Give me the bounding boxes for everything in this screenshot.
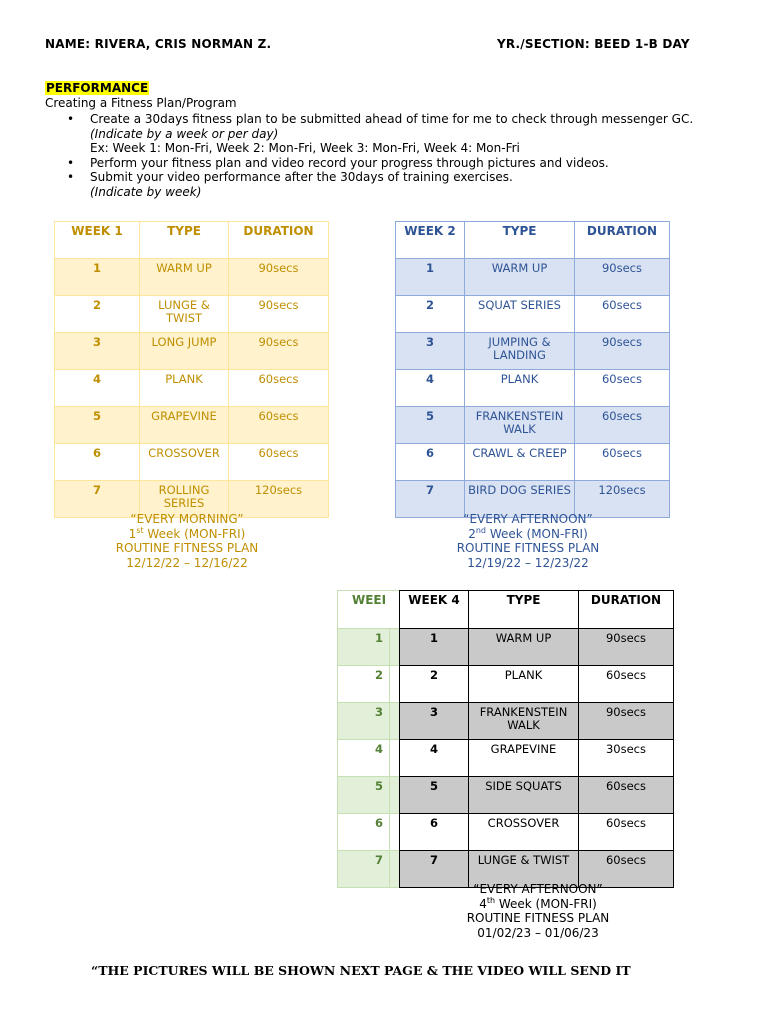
week2-table — [395, 221, 670, 518]
day-cell: 3 — [338, 703, 390, 740]
performance-label: PERFORMANCE — [46, 81, 149, 95]
day-cell: 4 — [338, 740, 390, 777]
day-cell: 2 — [55, 296, 140, 333]
duration-cell: 120secs — [575, 481, 670, 518]
caption-line — [395, 527, 661, 542]
duration-cell: 60secs — [575, 370, 670, 407]
table-row — [55, 259, 329, 296]
instruction-note: (Indicate by a week or per day) — [90, 126, 279, 141]
duration-cell: 90secs — [579, 629, 674, 666]
bullet-icon: • — [67, 170, 75, 184]
week4-header-week: WEEK 4 — [400, 591, 469, 629]
week4-table — [399, 590, 674, 888]
table-row — [400, 777, 674, 814]
day-cell: 2 — [400, 666, 469, 703]
caption-dates: 01/02/23 – 01/06/23 — [477, 925, 599, 940]
table-row — [55, 444, 329, 481]
duration-cell: 60secs — [229, 444, 329, 481]
week3-header: WEEI — [338, 591, 458, 629]
day-cell: 1 — [400, 629, 469, 666]
instruction-example: Ex: Week 1: Mon-Fri, Week 2: Mon-Fri, Week 3: Mon-Fri, Week 4: Mon-Fri — [90, 141, 520, 155]
bullet-icon: • — [67, 155, 75, 170]
duration-cell: 60secs — [229, 407, 329, 444]
day-cell: 5 — [400, 777, 469, 814]
week2-caption — [395, 512, 661, 570]
type-cell: ROLLING SERIES — [140, 481, 229, 518]
day-cell: 2 — [396, 296, 465, 333]
ordinal-suffix: st — [136, 525, 144, 535]
week1-header-type: TYPE — [140, 222, 229, 259]
day-cell: 4 — [400, 740, 469, 777]
duration-cell: 60secs — [229, 370, 329, 407]
caption-line — [54, 527, 320, 542]
table-row — [400, 740, 674, 777]
type-cell: PLANK — [465, 370, 575, 407]
type-cell: SQUAT SERIES — [465, 296, 575, 333]
bullet-icon: • — [67, 112, 75, 126]
table-row — [396, 296, 670, 333]
ordinal-number: 2 — [468, 526, 476, 541]
student-name: NAME: RIVERA, CRIS NORMAN Z. — [45, 37, 272, 51]
footer-note: “THE PICTURES WILL BE SHOWN NEXT PAGE & THE VIDEO WILL SEND IT — [91, 963, 631, 978]
day-cell: 1 — [396, 259, 465, 296]
table-row — [400, 814, 674, 851]
caption-line: ROUTINE FITNESS PLAN — [466, 911, 610, 925]
day-cell: 3 — [400, 703, 469, 740]
week4-caption — [405, 882, 671, 940]
type-cell: SIDE SQUATS — [469, 777, 579, 814]
day-cell: 7 — [400, 851, 469, 888]
type-cell: WARM UP — [140, 259, 229, 296]
caption-dates: 12/19/22 – 12/23/22 — [467, 555, 589, 570]
instruction-item — [45, 156, 745, 171]
day-cell: 1 — [338, 629, 390, 666]
duration-cell: 60secs — [579, 851, 674, 888]
week1-table — [54, 221, 329, 518]
day-cell: 3 — [396, 333, 465, 370]
subtitle: Creating a Fitness Plan/Program — [45, 96, 237, 110]
type-cell: PLANK — [469, 666, 579, 703]
duration-cell: 90secs — [229, 296, 329, 333]
caption-line: “EVERY AFTERNOON” — [473, 882, 603, 896]
table-row — [400, 666, 674, 703]
day-cell: 1 — [55, 259, 140, 296]
duration-cell: 90secs — [579, 703, 674, 740]
year-section: YR./SECTION: BEED 1-B DAY — [497, 37, 690, 51]
type-cell: FRANKENSTEIN WALK — [469, 703, 579, 740]
day-cell: 2 — [338, 666, 390, 703]
duration-cell: 60secs — [579, 814, 674, 851]
table-row — [396, 407, 670, 444]
ordinal-number: 4 — [479, 896, 487, 911]
instruction-text: Submit your video performance after the 30days of training exercises. — [90, 170, 513, 184]
instruction-text: Create a 30days fitness plan to be submitted ahead of time for me to check through messenger GC. — [90, 112, 694, 126]
duration-cell: 60secs — [575, 407, 670, 444]
week1-header-duration: DURATION — [229, 222, 329, 259]
table-row — [55, 296, 329, 333]
table-row — [55, 333, 329, 370]
ordinal-suffix: th — [486, 895, 496, 905]
duration-cell: 90secs — [575, 333, 670, 370]
week2-header-week: WEEK 2 — [396, 222, 465, 259]
week4-header-type: TYPE — [469, 591, 579, 629]
duration-cell: 90secs — [229, 333, 329, 370]
type-cell: PLANK — [140, 370, 229, 407]
day-cell: 4 — [396, 370, 465, 407]
ordinal-rest: Week (MON-FRI) — [486, 526, 588, 541]
duration-cell: 60secs — [579, 666, 674, 703]
duration-cell: 30secs — [579, 740, 674, 777]
type-cell: CROSSOVER — [469, 814, 579, 851]
caption-line — [405, 897, 671, 912]
instruction-item — [45, 170, 745, 199]
ordinal-suffix: nd — [475, 525, 487, 535]
duration-cell: 60secs — [575, 444, 670, 481]
caption-line: ROUTINE FITNESS PLAN — [115, 541, 259, 555]
table-row — [55, 370, 329, 407]
ordinal-rest: Week (MON-FRI) — [495, 896, 597, 911]
duration-cell: 90secs — [229, 259, 329, 296]
type-cell: BIRD DOG SERIES — [465, 481, 575, 518]
day-cell: 6 — [55, 444, 140, 481]
ordinal-number: 1 — [128, 526, 137, 541]
type-cell: CROSSOVER — [140, 444, 229, 481]
week2-header-duration: DURATION — [575, 222, 670, 259]
day-cell: 7 — [338, 851, 390, 888]
day-cell: 6 — [400, 814, 469, 851]
day-cell: 4 — [55, 370, 140, 407]
type-cell: JUMPING & LANDING — [465, 333, 575, 370]
caption-line: ROUTINE FITNESS PLAN — [456, 541, 600, 555]
type-cell: LUNGE & TWIST — [140, 296, 229, 333]
ordinal-rest: Week (MON-FRI) — [143, 526, 246, 541]
table-row — [396, 444, 670, 481]
table-row — [396, 259, 670, 296]
day-cell: 3 — [55, 333, 140, 370]
type-cell: WARM UP — [465, 259, 575, 296]
table-row — [396, 333, 670, 370]
instructions-list — [45, 112, 745, 199]
day-cell: 6 — [338, 814, 390, 851]
type-cell: CRAWL & CREEP — [465, 444, 575, 481]
type-cell: LONG JUMP — [140, 333, 229, 370]
caption-line: “EVERY AFTERNOON” — [463, 512, 593, 526]
duration-cell: 60secs — [579, 777, 674, 814]
day-cell: 5 — [396, 407, 465, 444]
type-cell: GRAPEVINE — [140, 407, 229, 444]
caption-dates: 12/12/22 – 12/16/22 — [126, 555, 248, 570]
duration-cell: 60secs — [575, 296, 670, 333]
duration-cell: 120secs — [229, 481, 329, 518]
table-row — [396, 370, 670, 407]
duration-cell: 90secs — [575, 259, 670, 296]
day-cell: 6 — [396, 444, 465, 481]
type-cell: LUNGE & TWIST — [469, 851, 579, 888]
instruction-item — [45, 112, 745, 156]
table-row — [55, 407, 329, 444]
table-row — [400, 703, 674, 740]
type-cell: WARM UP — [469, 629, 579, 666]
week4-header-duration: DURATION — [579, 591, 674, 629]
day-cell: 7 — [55, 481, 140, 518]
caption-line: “EVERY MORNING” — [130, 512, 244, 526]
instruction-text: Perform your fitness plan and video record your progress through pictures and videos. — [90, 155, 609, 170]
day-cell: 5 — [338, 777, 390, 814]
week1-header-week: WEEK 1 — [55, 222, 140, 259]
instruction-note: (Indicate by week) — [90, 184, 202, 199]
week1-caption — [54, 512, 320, 570]
day-cell: 5 — [55, 407, 140, 444]
day-cell: 7 — [396, 481, 465, 518]
type-cell: GRAPEVINE — [469, 740, 579, 777]
type-cell: FRANKENSTEIN WALK — [465, 407, 575, 444]
week2-header-type: TYPE — [465, 222, 575, 259]
table-row — [400, 629, 674, 666]
